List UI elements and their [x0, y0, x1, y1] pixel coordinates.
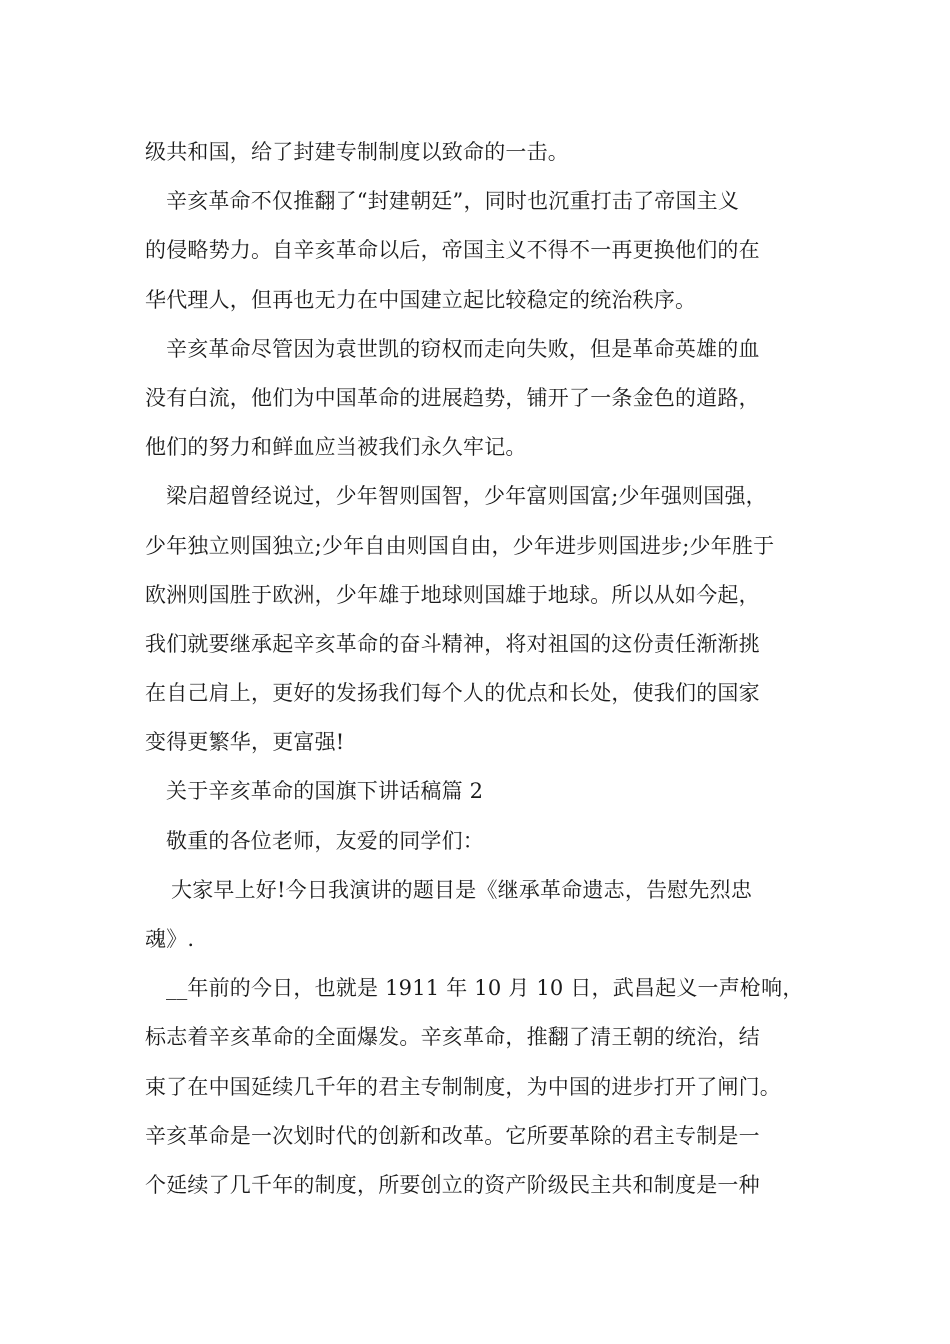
paragraph-start-line: __年前的今日，也就是 1911 年 10 月 10 日，武昌起义一声枪响， — [166, 976, 804, 1001]
text-line: 束了在中国延续几千年的君主专制制度，为中国的进步打开了闸门。 — [145, 1074, 781, 1099]
text-line: 魂》. — [145, 927, 195, 951]
text-line: 他们的努力和鲜血应当被我们永久牢记。 — [145, 435, 527, 460]
paragraph-start-line: 大家早上好!今日我演讲的题目是《继承革命遗志，告慰先烈忠 — [171, 877, 753, 902]
salutation-line: 敬重的各位老师，友爱的同学们： — [166, 828, 484, 853]
text-line: 在自己肩上，更好的发扬我们每个人的优点和长处，使我们的国家 — [145, 681, 760, 706]
section-heading: 关于辛亥革命的国旗下讲话稿篇 2 — [166, 779, 484, 804]
paragraph-start-line: 辛亥革命不仅推翻了“封建朝廷”，同时也沉重打击了帝国主义 — [166, 189, 740, 214]
text-line: 欧洲则国胜于欧洲，少年雄于地球则国雄于地球。所以从如今起， — [145, 582, 760, 607]
text-line: 的侵略势力。自辛亥革命以后，帝国主义不得不一再更换他们的在 — [145, 238, 760, 263]
paragraph-start-line: 辛亥革命尽管因为袁世凯的窃权而走向失败，但是革命英雄的血 — [166, 336, 760, 361]
text-line: 少年独立则国独立;少年自由则国自由，少年进步则国进步;少年胜于 — [145, 533, 775, 558]
text-line: 标志着辛亥革命的全面爆发。辛亥革命，推翻了清王朝的统治，结 — [145, 1025, 760, 1050]
text-line: 变得更繁华，更富强! — [145, 730, 345, 755]
text-line: 没有白流，他们为中国革命的进展趋势，铺开了一条金色的道路， — [145, 385, 760, 410]
text-line: 辛亥革命是一次划时代的创新和改革。它所要革除的君主专制是一 — [145, 1123, 760, 1148]
text-line: 个延续了几千年的制度，所要创立的资产阶级民主共和制度是一种 — [145, 1172, 760, 1197]
paragraph-start-line: 梁启超曾经说过，少年智则国智，少年富则国富;少年强则国强， — [166, 484, 767, 509]
document-body — [145, 128, 825, 1210]
text-line: 华代理人，但再也无力在中国建立起比较稳定的统治秩序。 — [145, 287, 697, 312]
text-line: 级共和国，给了封建专制制度以致命的一击。 — [145, 140, 569, 164]
text-line: 我们就要继承起辛亥革命的奋斗精神，将对祖国的这份责任渐渐挑 — [145, 631, 760, 656]
